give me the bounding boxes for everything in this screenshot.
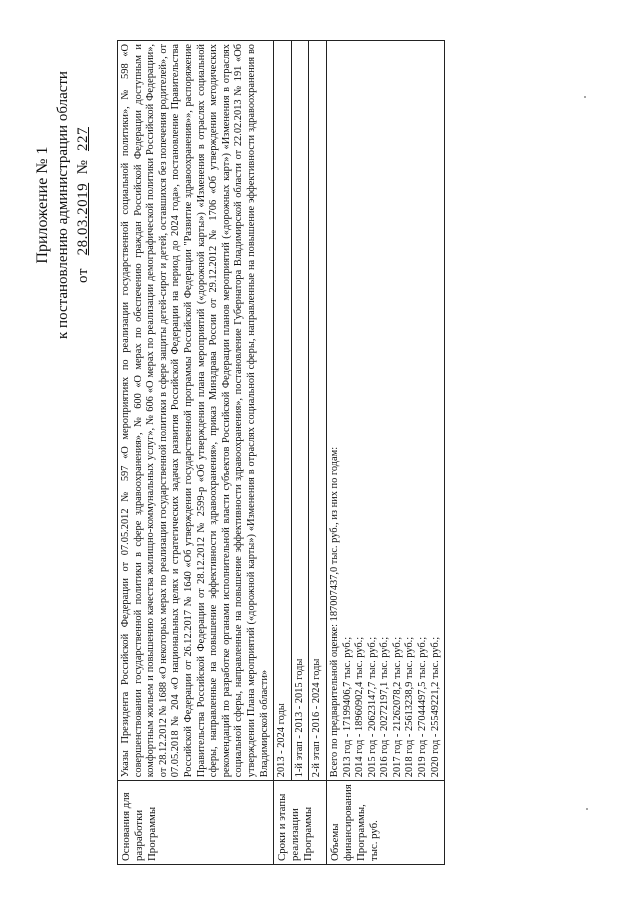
finance-year-line: 2017 год - 21262078,2 тыс. руб.;: [391, 636, 403, 778]
table-row-terms-stage1: [291, 41, 309, 865]
appendix-header: [33, 40, 93, 370]
terms-label: Сроки и этапы реализации Программы: [274, 781, 327, 865]
appendix-title: Приложение № 1: [34, 146, 51, 264]
finance-year-line: 2018 год - 25613238,9 тыс. руб.;: [404, 636, 416, 778]
terms-stage1: 1-й этап - 2013 - 2015 годы: [291, 41, 309, 781]
finance-year-line: 2015 год - 20623147,7 тыс. руб.;: [366, 636, 378, 778]
basis-text: Указы Президента Российской Федерации от 07.05.2012 № 597 «О мероприятиях по реализации государственной социальной политики», № 598 «О совершенствовании государственной политики в сфере здравоохранения», № 600 «О мерах по обеспечению граждан Российской Федерации доступным и комфортным жильем и повышению качества жилищно-коммунальных услуг», № 606 «О мерах по реализации демографической политики Российской Федерации», от 28.12.2012 № 1688 «О некоторых мерах по реализации государственной политики в сфере защиты детей-сирот и детей, оставшихся без попечения родителей», от 07.05.2018 № 204 «О национальных целях и стратегических задачах развития Российской Федерации на период до 2024 года», постановление Правительства Российской Федерации от 26.12.2017 № 1640 «Об утверждении государственной программы Российской Федерации "Развитие здравоохранения»», распоряжение Правительства Российской Федерации от 28.12.2012 № 2599-р «Об утверждении плана мероприятий («дорожной карты») «Изменения в отраслях социальной сферы, направленные на повышение эффективности здравоохранения», приказ Минздрава России от 29.12.2012 № 1706 «Об утверждении методических рекомендаций по разработке органами исполнительной власти субъектов Российской Федерации планов мероприятий («дорожных карт») «Изменения в отраслях социальной сферы, направленные на повышение эффективности здравоохранения», постановление Губернатора Владимирской области от 22.02.2013 № 191 «Об утверждении Плана мероприятий («дорожной карты») «Изменения в отраслях социальной сферы, направленные на повышение эффективности здравоохранения во Владимирской области»: [118, 41, 274, 781]
table-row-finance: [326, 41, 444, 865]
decree-reference: [73, 40, 93, 370]
finance-label: Объемы финансирования Программы, тыс. руб.: [326, 781, 444, 865]
decree-number: 227: [75, 127, 91, 152]
appendix-subtitle: к постановлению администрации области: [55, 71, 71, 339]
finance-year-line: 2014 год - 18960902,4 тыс. руб.;: [354, 636, 366, 778]
finance-cell: [326, 41, 444, 781]
finance-year-line: 2020 год - 25549221,2 тыс. руб.;: [429, 636, 441, 778]
decree-from-word: от: [75, 268, 91, 283]
finance-year-line: 2019 год - 27044497,5 тыс. руб.;: [417, 636, 429, 778]
finance-year-line: 2016 год - 20272197,1 тыс. руб.;: [379, 636, 391, 778]
terms-period: 2013 - 2024 годы: [274, 41, 292, 781]
rotated-page-content: [33, 40, 605, 865]
table-row-terms-stage2: [309, 41, 327, 865]
program-passport-table: [117, 40, 445, 865]
table-row-terms-period: [274, 41, 292, 865]
table-row-basis: [118, 41, 274, 865]
decree-date: 28.03.2019: [75, 182, 91, 256]
terms-stage2: 2-й этап - 2016 - 2024 годы: [309, 41, 327, 781]
finance-total-line: Всего по предварительной оценке: 187007437,0 тыс. руб., из них по годам:: [328, 446, 340, 778]
basis-label: Основания для разработки Программы: [118, 781, 274, 865]
finance-year-line: 2013 год - 17199406,7 тыс. руб.;: [341, 636, 353, 778]
decree-number-sign: №: [75, 159, 91, 175]
